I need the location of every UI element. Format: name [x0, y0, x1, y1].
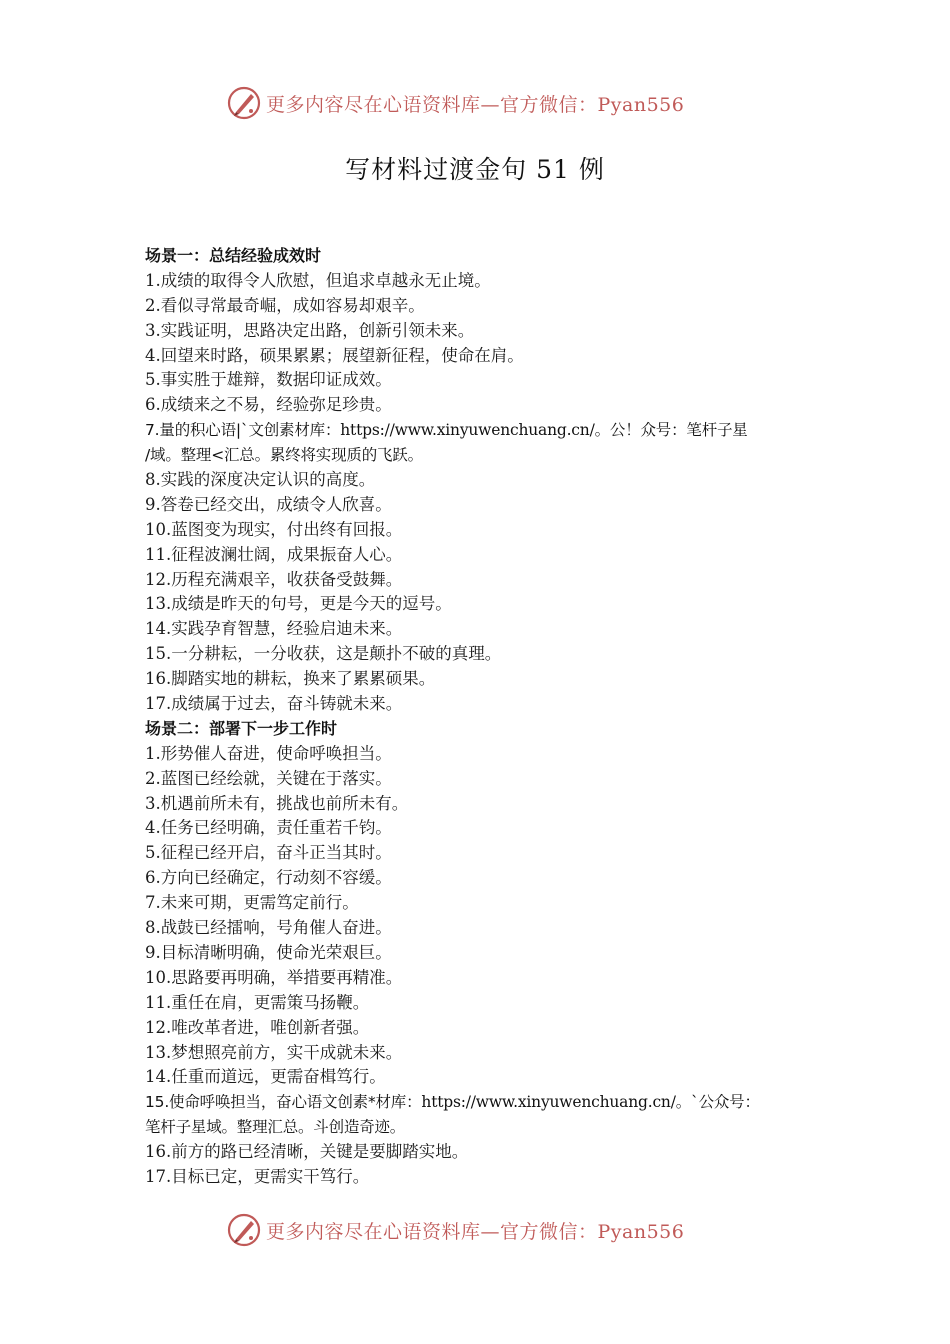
watermarked-item [145, 418, 825, 443]
list-item: 10.思路要再明确，举措要再精准。 [145, 967, 403, 987]
list-item: 17.目标已定，更需实干笃行。 [145, 1166, 370, 1186]
section-heading: 场景二：部署下一步工作时 [145, 718, 338, 738]
list-item: 1.成绩的取得令人欣慰，但追求卓越永无止境。 [145, 270, 491, 290]
list-item: 3.实践证明，思路决定出路，创新引领未来。 [145, 320, 475, 340]
list-item: 14.实践孕育智慧，经验启迪未来。 [145, 619, 403, 639]
list-item: 2.蓝图已经绘就，关键在于落实。 [145, 768, 392, 788]
watermark-text: 更多内容尽在心语资料库—官方微信：Pyan556 [266, 1220, 685, 1243]
list-item: 8.战鼓已经擂响，号角催人奋进。 [145, 918, 392, 938]
list-item: 13.梦想照亮前方，实干成就未来。 [145, 1042, 403, 1062]
watermarked-item-continued: 笔杆子星域。整理汇总。斗创造奇迹。 [145, 1118, 406, 1137]
document-body [145, 244, 825, 1190]
watermark-banner-bottom [226, 1211, 746, 1249]
pen-logo-icon [226, 85, 262, 121]
pen-logo-icon [226, 1212, 262, 1248]
watermarked-item [145, 1090, 825, 1115]
list-item: 5.事实胜于雄辩，数据印证成效。 [145, 370, 392, 390]
section-heading: 场景一：总结经验成效时 [145, 246, 322, 265]
list-item: 12.唯改革者进，唯创新者强。 [145, 1017, 370, 1037]
list-item: 11.重任在肩，更需策马扬鞭。 [145, 992, 370, 1012]
list-item: 11.征程波澜壮阔，成果振奋人心。 [145, 544, 403, 564]
page-title: 写材料过渡金句 51 例 [345, 155, 605, 184]
list-item: 5.征程已经开启，奋斗正当其时。 [145, 843, 392, 863]
list-item: 7.未来可期，更需笃定前行。 [145, 893, 359, 913]
list-item: 3.机遇前所未有，挑战也前所未有。 [145, 793, 409, 813]
watermarked-item-tail: 。`公众号： [675, 1093, 760, 1112]
list-item: 14.任重而道远，更需奋楫笃行。 [145, 1067, 386, 1087]
list-item: 2.看似寻常最奇崛，成如容易却艰辛。 [145, 295, 425, 315]
watermarked-item-text: 15.使命呼唤担当，奋心语文创素*材库： [145, 1093, 422, 1112]
list-item: 1.形势催人奋进，使命呼唤担当。 [145, 743, 392, 763]
list-item: 10.蓝图变为现实，付出终有回报。 [145, 519, 403, 539]
list-item: 12.历程充满艰辛，收获备受鼓舞。 [145, 569, 403, 589]
list-item: 6.方向已经确定，行动刻不容缓。 [145, 868, 392, 888]
list-item: 16.脚踏实地的耕耘，换来了累累硕果。 [145, 669, 436, 689]
list-item: 17.成绩属于过去，奋斗铸就未来。 [145, 694, 403, 714]
watermarked-item-continued: /域。整理<汇总。累终将实现质的飞跃。 [145, 446, 423, 465]
watermarked-item-text: 7.量的积心语|`文创素材库： [145, 421, 341, 440]
list-item: 8.实践的深度决定认识的高度。 [145, 470, 376, 490]
list-item: 4.任务已经明确，责任重若千钧。 [145, 818, 392, 838]
list-item: 13.成绩是昨天的句号，更是今天的逗号。 [145, 594, 452, 614]
list-item: 6.成绩来之不易，经验弥足珍贵。 [145, 395, 392, 415]
watermark-banner-top [226, 84, 746, 122]
watermark-url: https://www.xinyuwenchuang.cn/ [340, 421, 595, 440]
list-item: 9.目标清晰明确，使命光荣艰巨。 [145, 942, 392, 962]
list-item: 15.一分耕耘，一分收获，这是颠扑不破的真理。 [145, 644, 502, 664]
watermark-text: 更多内容尽在心语资料库—官方微信：Pyan556 [266, 93, 685, 116]
list-item: 16.前方的路已经清晰，关键是要脚踏实地。 [145, 1142, 469, 1162]
watermarked-item-tail: 。公！众号：笔杆子星 [594, 421, 748, 440]
list-item: 4.回望来时路，硕果累累；展望新征程，使命在肩。 [145, 345, 524, 365]
list-item: 9.答卷已经交出，成绩令人欣喜。 [145, 494, 392, 514]
watermark-url: https://www.xinyuwenchuang.cn/ [421, 1093, 676, 1112]
